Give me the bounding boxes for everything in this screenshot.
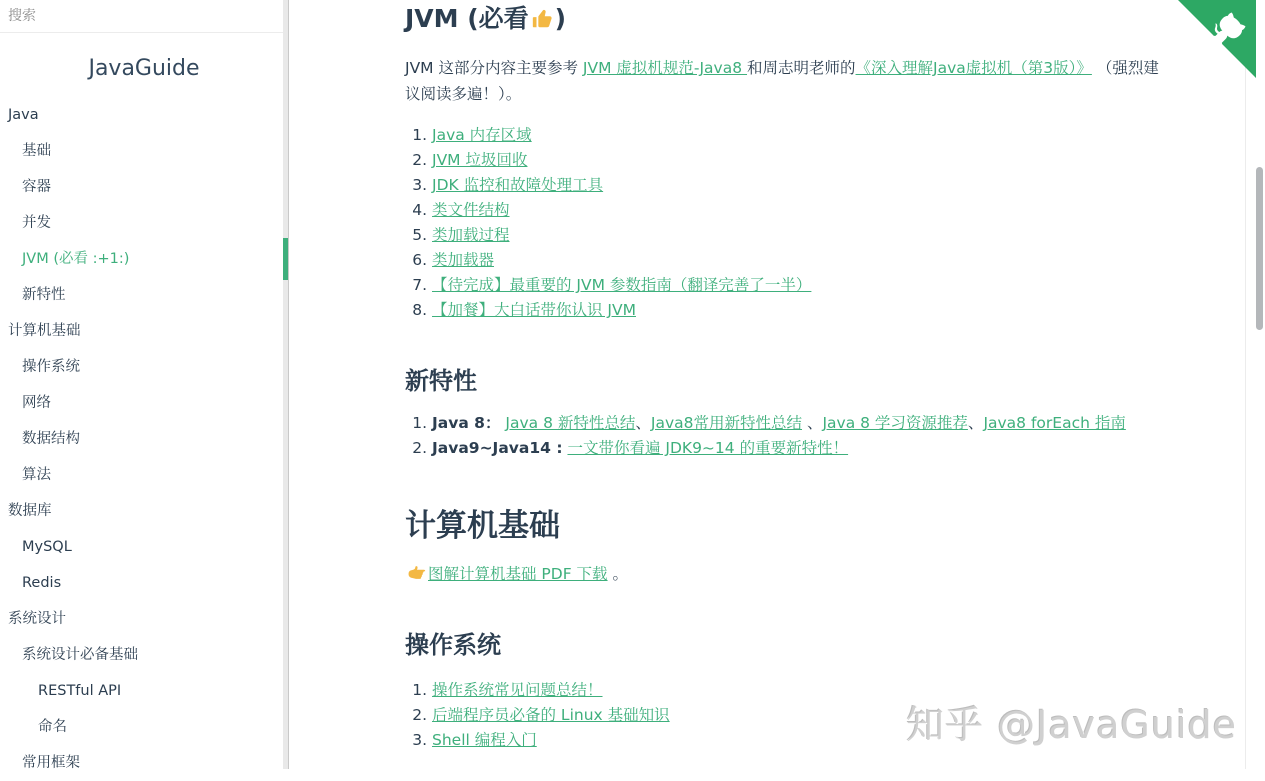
search-box[interactable] <box>0 0 288 33</box>
separator-text: 、 <box>635 414 651 432</box>
sidebar-item[interactable]: 基础 <box>22 143 51 159</box>
separator-text: 、 <box>802 414 823 432</box>
list-item-label: Java9~Java14 : <box>432 439 563 457</box>
sidebar-nav <box>0 97 288 781</box>
article-link[interactable]: 类加载器 <box>432 251 495 269</box>
intro-text: 和周志明老师的 <box>747 59 856 77</box>
intro-link[interactable]: JVM 虚拟机规范-Java8 <box>582 59 748 77</box>
jvm-intro <box>405 55 1161 107</box>
sidebar-item[interactable]: 容器 <box>22 179 51 195</box>
page-scrollbar-thumb[interactable] <box>1256 167 1263 330</box>
intro-link[interactable]: 《深入理解Java虚拟机（第3版）》 <box>855 59 1092 77</box>
pdf-download-line <box>405 561 1161 590</box>
article-link[interactable]: 【待完成】最重要的 JVM 参数指南（翻译完善了一半） <box>432 276 812 294</box>
article-link[interactable]: Java 内存区域 <box>432 126 532 144</box>
sidebar-item[interactable]: 网络 <box>22 395 51 411</box>
sidebar-item[interactable]: 命名 <box>38 719 67 735</box>
sidebar-item[interactable]: 算法 <box>22 467 51 483</box>
octocat-corner-icon <box>1178 0 1256 78</box>
sidebar <box>0 0 289 769</box>
article-link[interactable]: Java 8 学习资源推荐 <box>822 414 968 432</box>
main-content <box>405 0 1161 753</box>
list-item <box>432 703 1161 728</box>
list-item <box>432 148 1161 173</box>
site-title: JavaGuide <box>88 56 200 81</box>
new-features-heading: 新特性 <box>405 367 477 395</box>
list-item <box>432 678 1161 703</box>
active-item-marker <box>283 238 288 280</box>
article-link[interactable]: JVM 垃圾回收 <box>432 151 528 169</box>
page-scrollbar-track[interactable] <box>1245 0 1265 769</box>
sidebar-item[interactable]: 新特性 <box>22 287 66 303</box>
list-item <box>432 223 1161 248</box>
article-link[interactable]: JDK 监控和故障处理工具 <box>432 176 604 194</box>
intro-text: （强烈建议阅读多遍！）。 <box>405 59 1159 103</box>
sidebar-item[interactable]: 系统设计必备基础 <box>22 647 138 663</box>
pdf-line-suffix: 。 <box>607 565 628 583</box>
sidebar-group-title[interactable]: 系统设计 <box>8 611 66 627</box>
sidebar-item[interactable]: MySQL <box>22 539 72 555</box>
sidebar-item[interactable]: RESTful API <box>38 683 122 699</box>
computer-basics-heading: 计算机基础 <box>405 508 560 544</box>
list-item <box>432 436 1161 461</box>
os-article-list <box>405 678 1161 753</box>
article-link[interactable]: Java8常用新特性总结 <box>650 414 803 432</box>
new-features-list <box>405 411 1161 461</box>
sidebar-item[interactable]: JVM (必看 :+1:) <box>22 251 130 267</box>
sidebar-scrollbar-track[interactable] <box>283 0 288 769</box>
thumbs-up-icon <box>531 5 553 39</box>
sidebar-item[interactable]: 数据结构 <box>22 431 80 447</box>
list-item-label: Java 8： <box>432 414 501 432</box>
jvm-heading-prefix: JVM (必看 <box>405 4 529 33</box>
article-link[interactable]: 类文件结构 <box>432 201 510 219</box>
article-link[interactable]: 操作系统常见问题总结！ <box>432 681 603 699</box>
sidebar-group-title[interactable]: 计算机基础 <box>8 323 81 339</box>
pdf-download-link[interactable]: 图解计算机基础 PDF 下载 <box>428 565 608 583</box>
jvm-heading-suffix: ) <box>554 4 567 33</box>
watermark: 知乎 @JavaGuide <box>906 703 1237 747</box>
list-item <box>432 123 1161 148</box>
list-item <box>432 728 1161 753</box>
article-link[interactable]: 类加载过程 <box>432 226 510 244</box>
search-input[interactable] <box>8 8 266 24</box>
article-link[interactable]: Java 8 新特性总结 <box>505 414 636 432</box>
article-link[interactable]: 后端程序员必备的 Linux 基础知识 <box>432 706 670 724</box>
separator-text: 、 <box>967 414 984 432</box>
list-item <box>432 198 1161 223</box>
list-item <box>432 248 1161 273</box>
jvm-article-list <box>405 123 1161 323</box>
article-link[interactable]: 【加餐】大白话带你认识 JVM <box>432 301 636 319</box>
list-item <box>432 298 1161 323</box>
article-link[interactable]: Shell 编程入门 <box>432 731 537 749</box>
sidebar-item[interactable]: 常用框架 <box>22 755 80 771</box>
article-link[interactable]: Java8 forEach 指南 <box>983 414 1126 432</box>
list-item <box>432 273 1161 298</box>
github-corner-link[interactable] <box>1178 0 1256 78</box>
jvm-section-heading <box>405 0 1161 39</box>
sidebar-item[interactable]: Redis <box>22 575 62 591</box>
pointing-right-icon <box>407 563 426 590</box>
os-section-heading: 操作系统 <box>405 631 501 659</box>
intro-text: JVM 这部分内容主要参考 <box>405 59 583 77</box>
list-item <box>432 411 1161 436</box>
article-link[interactable]: 一文带你看遍 JDK9~14 的重要新特性！ <box>567 439 849 457</box>
sidebar-item[interactable]: 操作系统 <box>22 359 80 375</box>
list-item <box>432 173 1161 198</box>
sidebar-group-title[interactable]: 数据库 <box>8 503 52 519</box>
sidebar-group-title[interactable]: Java <box>8 107 39 123</box>
sidebar-item[interactable]: 并发 <box>22 215 51 231</box>
